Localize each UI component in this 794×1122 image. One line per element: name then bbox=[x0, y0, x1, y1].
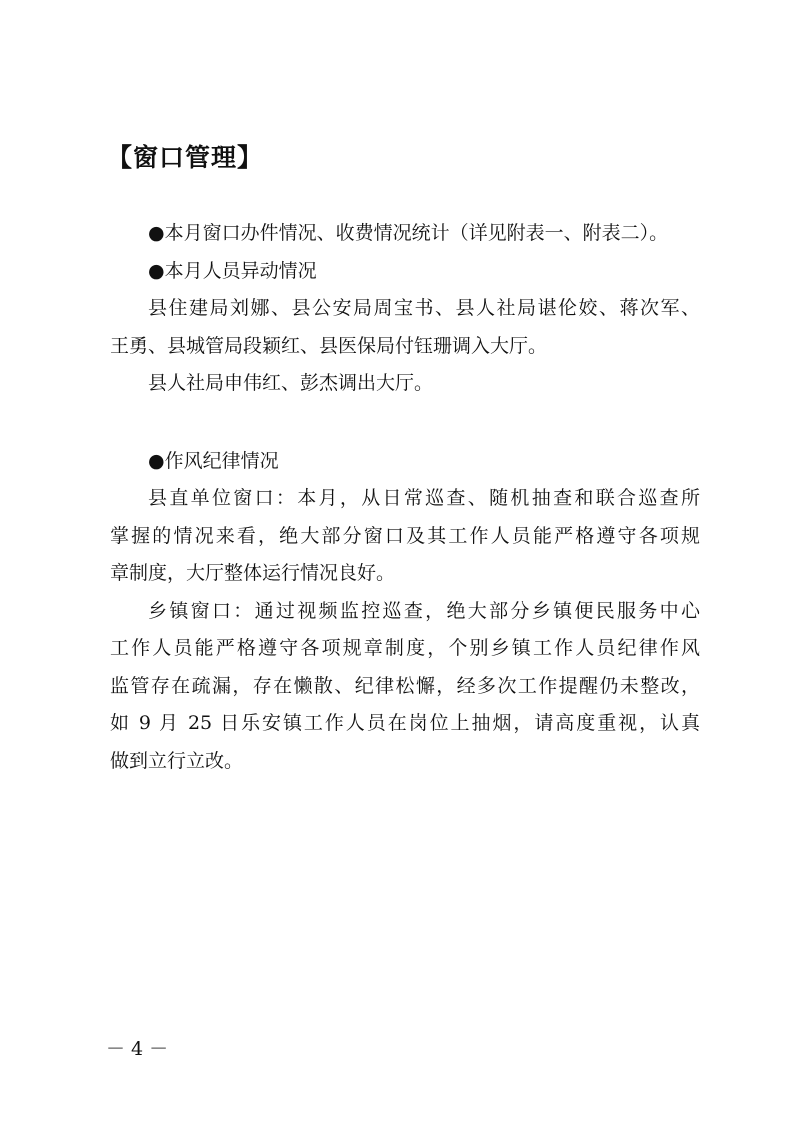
bullet-discipline: ●作风纪律情况 bbox=[148, 449, 279, 472]
bullet-window-stats: ●本月窗口办件情况、收费情况统计（详见附表一、附表二）。 bbox=[148, 222, 669, 244]
paragraph-county-line-1: 县直单位窗口：本月，从日常巡查、随机抽查和联合巡查所 bbox=[148, 487, 700, 509]
paragraph-transfer-in-line-2: 王勇、县城管局段颖红、县医保局付钰珊调入大厅。 bbox=[110, 334, 548, 357]
paragraph-town-line-1: 乡镇窗口：通过视频监控巡查，绝大部分乡镇便民服务中心 bbox=[148, 599, 700, 622]
paragraph-transfer-in-line-1: 县住建局刘娜、县公安局周宝书、县人社局谌伦姣、蒋次军、 bbox=[148, 297, 700, 319]
paragraph-county-line-3: 章制度，大厅整体运行情况良好。 bbox=[110, 562, 396, 584]
page-number: － 4 － bbox=[106, 1038, 169, 1060]
bullet-staff-changes: ●本月人员异动情况 bbox=[148, 259, 317, 282]
paragraph-county-line-2: 掌握的情况来看，绝大部分窗口及其工作人员能严格遵守各项规 bbox=[110, 524, 700, 547]
section-heading: 【窗口管理】 bbox=[107, 143, 264, 172]
paragraph-town-line-5: 做到立行立改。 bbox=[110, 749, 244, 772]
paragraph-town-line-3: 监管存在疏漏，存在懒散、纪律松懈，经多次工作提醒仍未整改， bbox=[110, 674, 700, 697]
paragraph-town-line-4: 如 9 月 25 日乐安镇工作人员在岗位上抽烟，请高度重视，认真 bbox=[110, 712, 700, 734]
paragraph-gap bbox=[110, 403, 700, 443]
paragraph-town-line-2: 工作人员能严格遵守各项规章制度，个别乡镇工作人员纪律作风 bbox=[110, 637, 700, 659]
paragraph-transfer-out: 县人社局申伟红、彭杰调出大厅。 bbox=[148, 372, 434, 394]
document-body bbox=[110, 215, 700, 780]
